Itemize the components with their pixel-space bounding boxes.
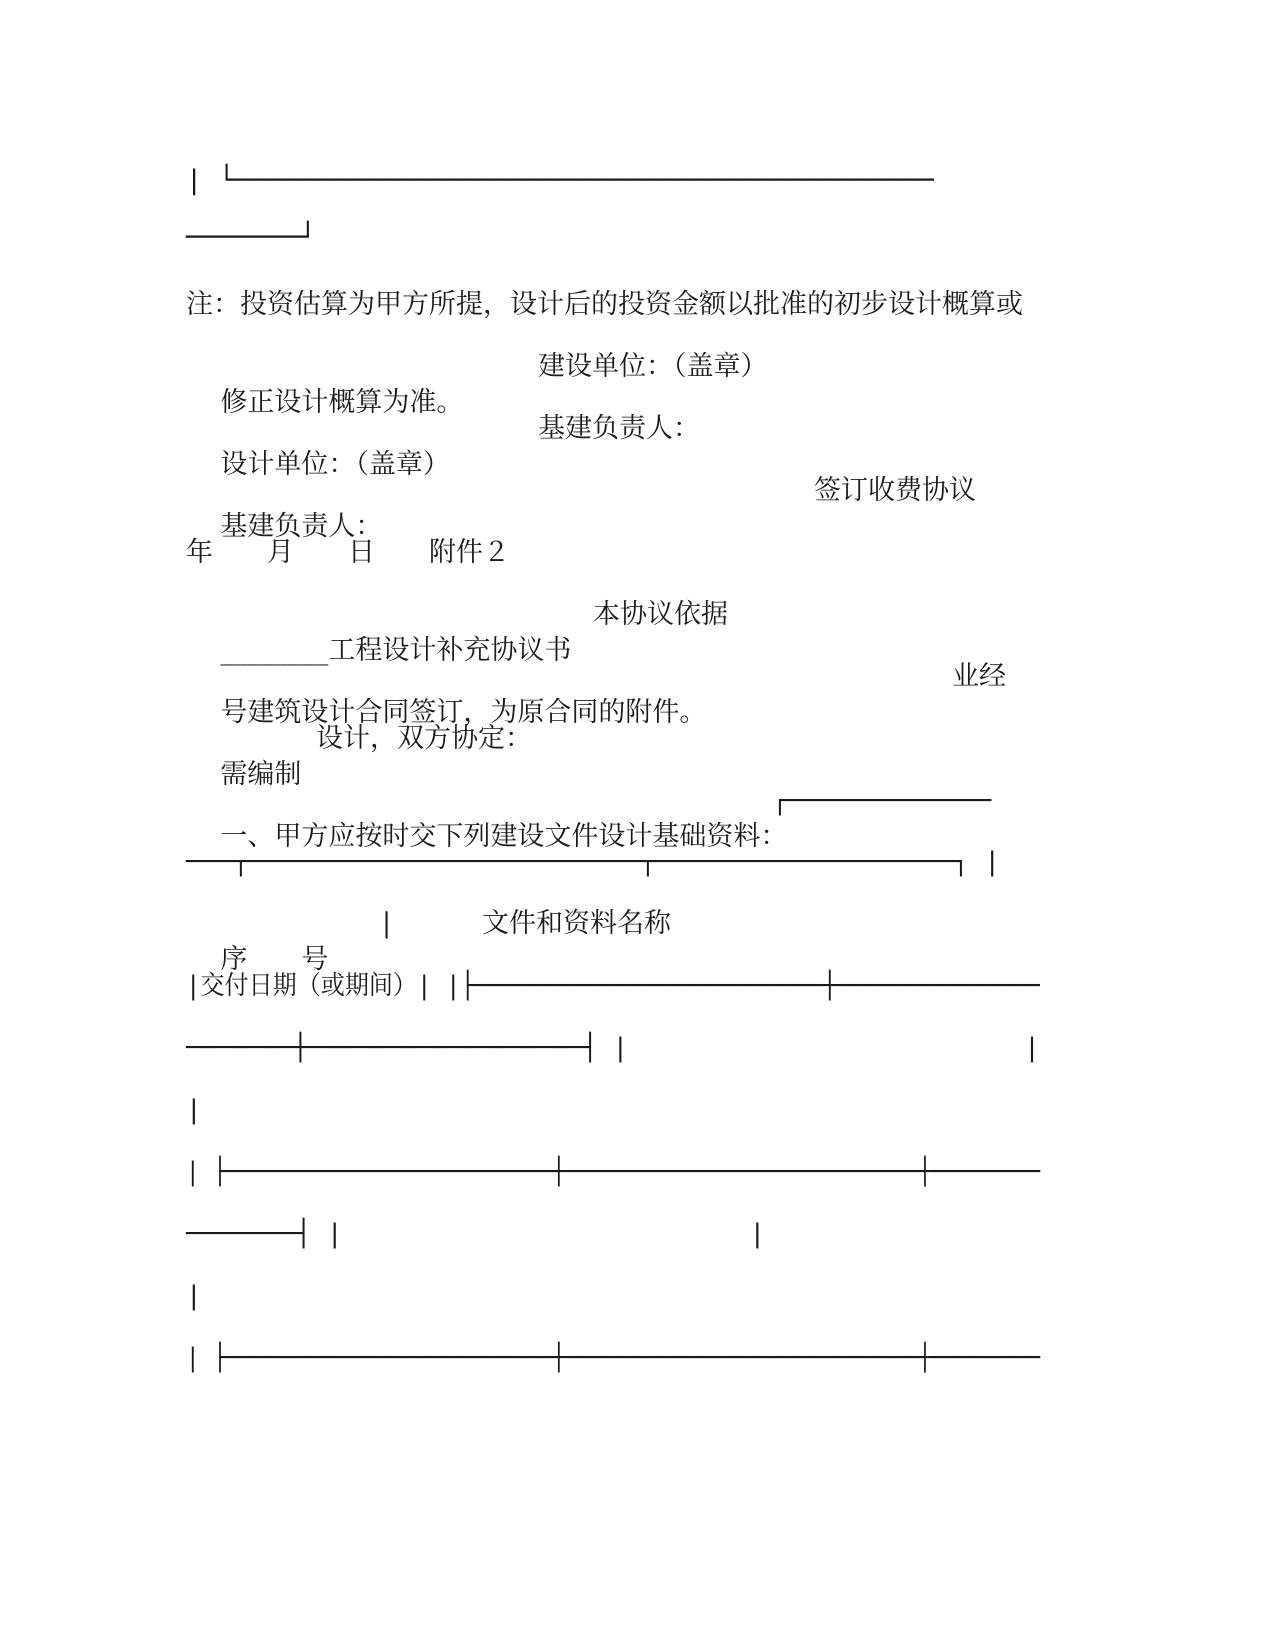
design-agreement-text: 设计，双方协定：	[316, 723, 532, 754]
table-row-divider-3: ───────┤ | |	[186, 1219, 766, 1249]
design-unit-seal: 设计单位：（盖章）	[220, 449, 450, 480]
fee-agreement-label: 签订收费协议	[814, 475, 976, 506]
header-serial-number: 序 号	[220, 944, 329, 975]
prepare-text: 需编制	[220, 759, 302, 790]
table-border-top-right: ┌─────────────	[772, 786, 992, 816]
header-document-name: 文件和资料名称	[482, 908, 671, 939]
note-line-2-text: 修正设计概算为准。	[220, 387, 464, 418]
table-row-divider-2: | ├────────────────────────┼──────────────────────────┼────────	[186, 1157, 1041, 1187]
date-attachment-line: 年 月 日 附件２	[186, 537, 510, 568]
table-row-divider-1: ───────┼──────────────────┤ | |	[186, 1033, 1040, 1063]
table-border-top: ───┬─────────────────────────┬───────────────────┐ |	[186, 847, 1000, 877]
table-border-bottom-2: ───────┘	[186, 222, 317, 253]
table-row-cell-2: |	[186, 1281, 202, 1311]
table-header-delivery-date: |交付日期（或期间）| |├────────────────────────┼──────────────	[186, 971, 1040, 1001]
clause-1-text: 一、甲方应按时交下列建设文件设计基础资料：	[220, 821, 788, 852]
note-line-1: 注：投资估算为甲方所提，设计后的投资金额以批准的初步设计概算或	[186, 289, 1023, 320]
approved-text: 业经	[952, 661, 1006, 692]
construction-manager-2: 基建负责人：	[220, 511, 383, 542]
construction-unit-seal: 建设单位：（盖章）	[538, 351, 768, 382]
table-border-bottom-1: | └───────────────────────────────────────────	[186, 165, 934, 196]
supplement-title: ________工程设计补充协议书	[220, 635, 572, 666]
construction-manager-1: 基建负责人：	[538, 413, 700, 444]
table-row-divider-4: | ├────────────────────────┼──────────────────────────┼────────	[186, 1343, 1041, 1373]
header-separator: |	[382, 908, 392, 939]
table-row-cell-1: |	[186, 1095, 202, 1125]
contract-basis-text: 号建筑设计合同签订，为原合同的附件。	[220, 697, 707, 728]
basis-text: 本协议依据	[593, 599, 728, 630]
